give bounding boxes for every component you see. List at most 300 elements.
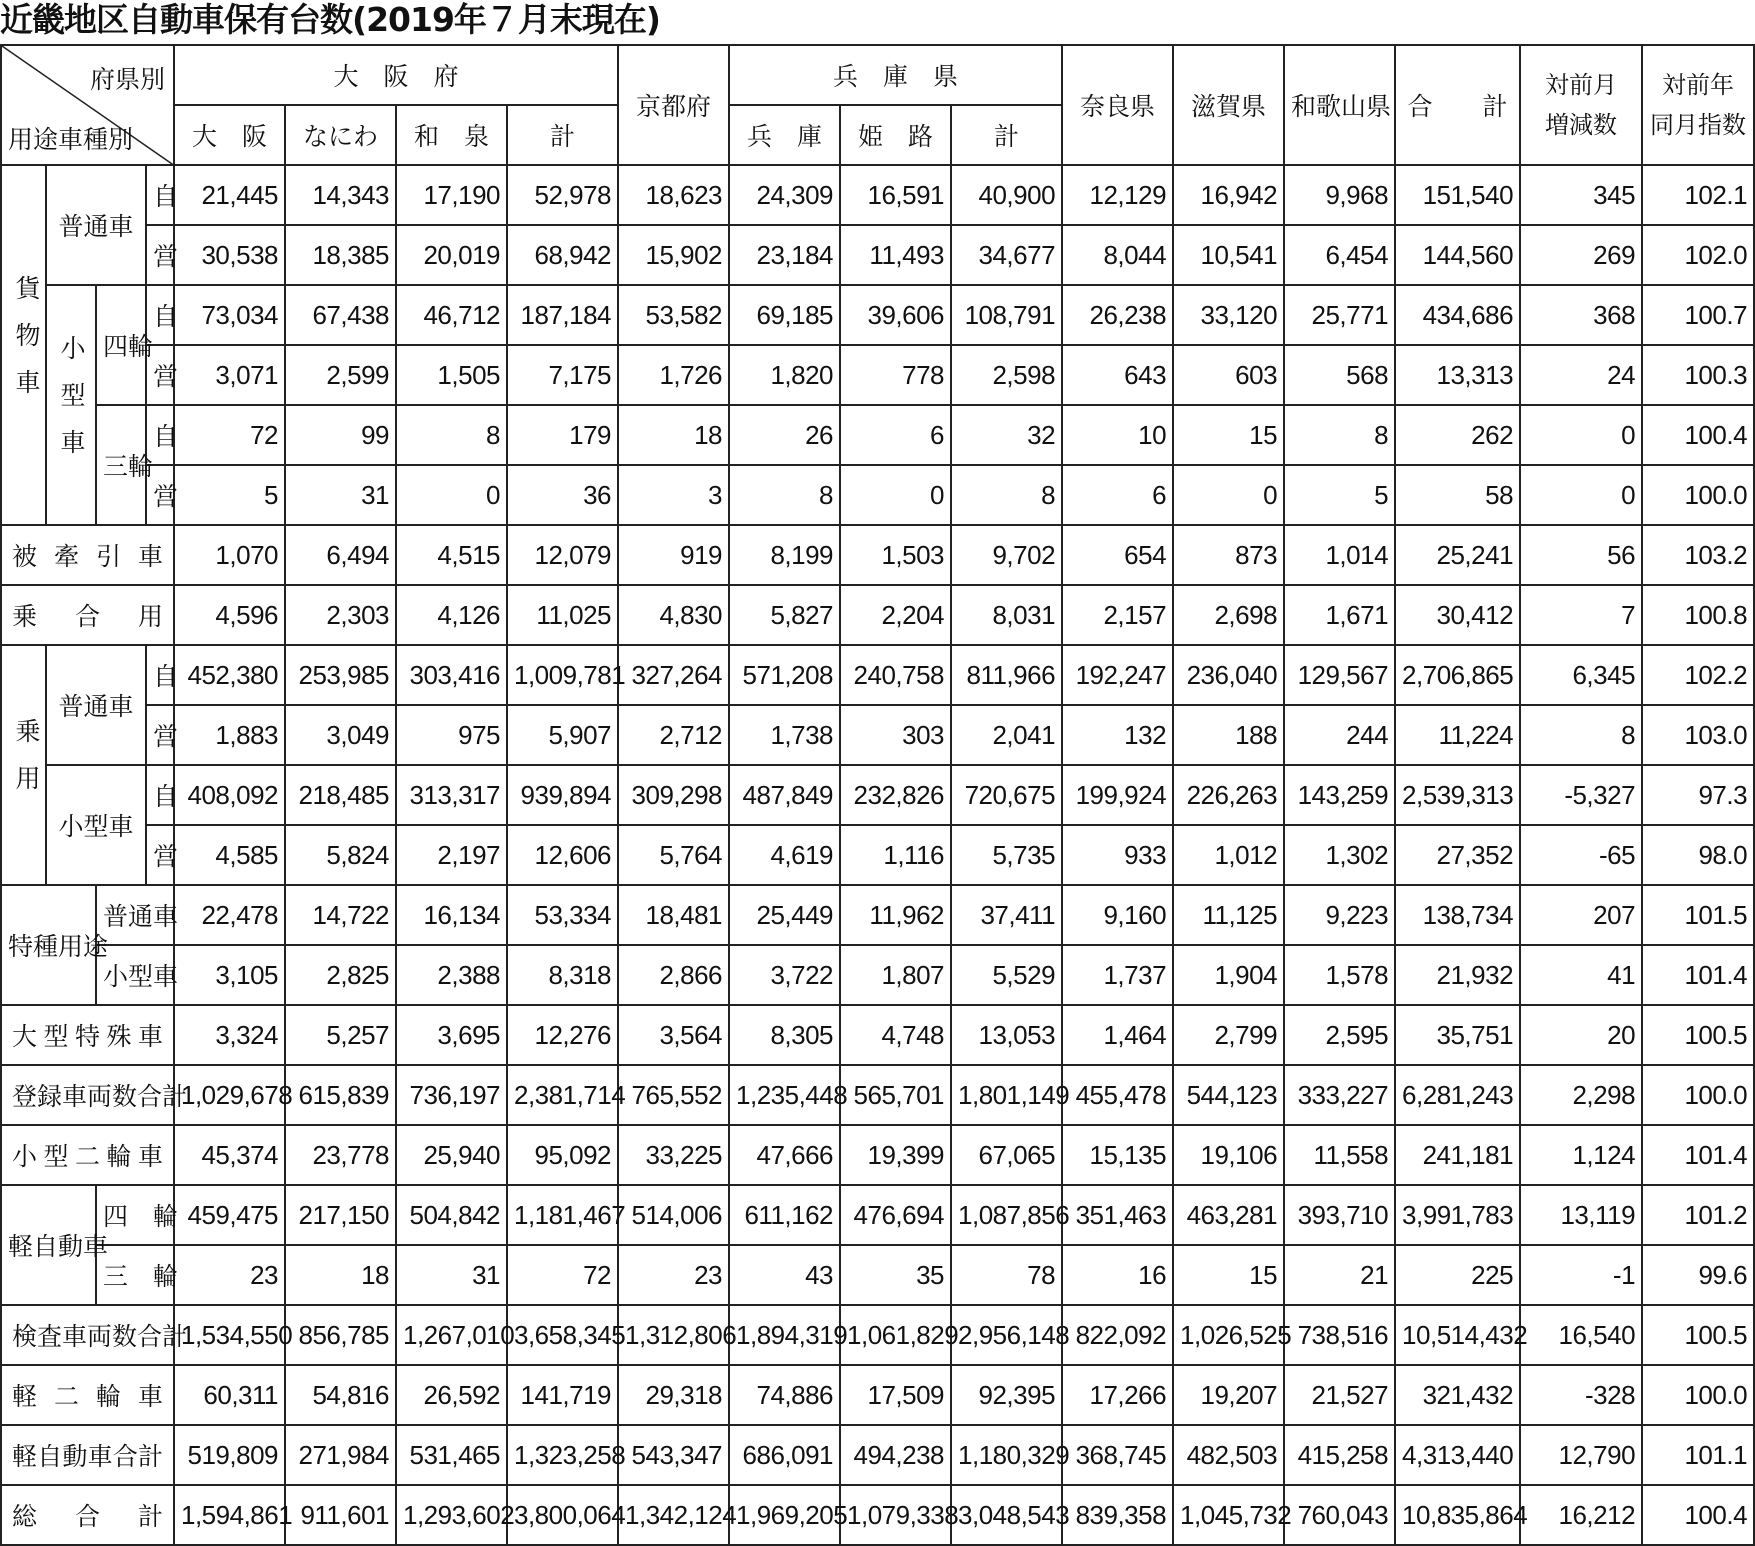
table-row [1,885,1754,945]
value-cell: 14,722 [285,885,396,945]
value-cell: 603 [1173,345,1284,405]
value-cell: 1,124 [1520,1125,1642,1185]
table-row [1,705,1754,765]
corner-bottom-label: 用途車種別 [8,125,134,154]
value-cell: 37,411 [951,885,1062,945]
value-cell: 615,839 [285,1065,396,1125]
value-cell: 4,830 [618,585,729,645]
value-cell: 7,175 [507,345,618,405]
special-futsu-label: 普通車 [96,885,174,945]
value-cell: 3,105 [174,945,285,1005]
ei-label: 営 [146,825,174,885]
value-cell: 101.4 [1642,945,1754,1005]
value-cell: 6 [840,405,951,465]
value-cell: 100.0 [1642,1365,1754,1425]
value-cell: 11,224 [1395,705,1520,765]
value-cell: 2,381,714 [507,1065,618,1125]
value-cell: 1,807 [840,945,951,1005]
value-cell: 3,071 [174,345,285,405]
table-row [1,525,1754,585]
value-cell: 1,045,732 [1173,1485,1284,1545]
value-cell: 543,347 [618,1425,729,1485]
value-cell: 207 [1520,885,1642,945]
value-cell: 33,225 [618,1125,729,1185]
value-cell: 31 [285,465,396,525]
value-cell: 11,493 [840,225,951,285]
value-cell: 54,816 [285,1365,396,1425]
value-cell: 1,061,829 [840,1305,951,1365]
value-cell: 1,235,448 [729,1065,840,1125]
freight-kogata-label-text: 小型車 [57,334,86,476]
value-cell: 30,538 [174,225,285,285]
value-cell: 187,184 [507,285,618,345]
value-cell: 32 [951,405,1062,465]
value-cell: 2,825 [285,945,396,1005]
value-cell: 3,324 [174,1005,285,1065]
value-cell: 21 [1284,1245,1395,1305]
shiga-header: 滋賀県 [1173,45,1284,165]
value-cell: 3,695 [396,1005,507,1065]
table-row [1,1125,1754,1185]
value-cell: 241,181 [1395,1125,1520,1185]
value-cell: 519,809 [174,1425,285,1485]
value-cell: 101.5 [1642,885,1754,945]
value-cell: 333,227 [1284,1065,1395,1125]
value-cell: 30,412 [1395,585,1520,645]
value-cell: 476,694 [840,1185,951,1245]
value-cell: 10,514,432 [1395,1305,1520,1365]
total-header: 合 計 [1395,45,1520,165]
value-cell: 873 [1173,525,1284,585]
value-cell: 4,313,440 [1395,1425,1520,1485]
value-cell: 1,737 [1062,945,1173,1005]
value-cell: 24 [1520,345,1642,405]
table-row [1,285,1754,345]
value-cell: 1,738 [729,705,840,765]
value-cell: 452,380 [174,645,285,705]
value-cell: 9,223 [1284,885,1395,945]
naniwa-sub-header: なにわ [285,105,396,165]
ei-label: 営 [146,705,174,765]
value-cell: 313,317 [396,765,507,825]
value-cell: 686,091 [729,1425,840,1485]
value-cell: 0 [840,465,951,525]
kogata-nirin-label: 小型二輪車 [1,1125,174,1185]
value-cell: 0 [1520,465,1642,525]
value-cell: 0 [1173,465,1284,525]
value-cell: 15,135 [1062,1125,1173,1185]
value-cell: 459,475 [174,1185,285,1245]
value-cell: 17,266 [1062,1365,1173,1425]
value-cell: 2,388 [396,945,507,1005]
osaka-group-header: 大 阪 府 [174,45,618,105]
value-cell: 487,849 [729,765,840,825]
value-cell: 1,578 [1284,945,1395,1005]
value-cell: 654 [1062,525,1173,585]
value-cell: 1,801,149 [951,1065,1062,1125]
value-cell: 67,065 [951,1125,1062,1185]
value-cell: 11,125 [1173,885,1284,945]
osaka-sub-header: 大 阪 [174,105,285,165]
value-cell: 17,509 [840,1365,951,1425]
value-cell: 568 [1284,345,1395,405]
value-cell: 39,606 [840,285,951,345]
value-cell: 102.1 [1642,165,1754,225]
value-cell: 60,311 [174,1365,285,1425]
value-cell: 6,494 [285,525,396,585]
value-cell: 611,162 [729,1185,840,1245]
value-cell: 3,049 [285,705,396,765]
value-cell: 455,478 [1062,1065,1173,1125]
value-cell: 434,686 [1395,285,1520,345]
value-cell: 1,820 [729,345,840,405]
value-cell: 100.0 [1642,1065,1754,1125]
value-cell: 226,263 [1173,765,1284,825]
value-cell: 12,790 [1520,1425,1642,1485]
passenger-label [1,645,46,885]
value-cell: 12,079 [507,525,618,585]
ji-label: 自 [146,645,174,705]
value-cell: 16,134 [396,885,507,945]
wakayama-header: 和歌山県 [1284,45,1395,165]
freight-label [1,165,46,525]
value-cell: 8,044 [1062,225,1173,285]
value-cell: 531,465 [396,1425,507,1485]
value-cell: 97.3 [1642,765,1754,825]
table-row [1,1245,1754,1305]
value-cell: 218,485 [285,765,396,825]
value-cell: 102.0 [1642,225,1754,285]
value-cell: 138,734 [1395,885,1520,945]
value-cell: 29,318 [618,1365,729,1425]
value-cell: 12,276 [507,1005,618,1065]
value-cell: 46,712 [396,285,507,345]
value-cell: 78 [951,1245,1062,1305]
value-cell: 5,827 [729,585,840,645]
corner-top-label: 府県別 [89,65,165,94]
table-row [1,1185,1754,1245]
value-cell: 1,969,205 [729,1485,840,1545]
value-cell: 25,940 [396,1125,507,1185]
hikenin-label: 被牽引車 [1,525,174,585]
value-cell: 179 [507,405,618,465]
value-cell: 11,962 [840,885,951,945]
ji-label: 自 [146,765,174,825]
kei-label: 軽自動車 [1,1185,96,1305]
value-cell: 100.4 [1642,405,1754,465]
value-cell: 31 [396,1245,507,1305]
value-cell: 101.1 [1642,1425,1754,1485]
nara-header: 奈良県 [1062,45,1173,165]
value-cell: 18 [618,405,729,465]
value-cell: -1 [1520,1245,1642,1305]
himeji-sub-header: 姫 路 [840,105,951,165]
value-cell: 24,309 [729,165,840,225]
value-cell: 1,181,467 [507,1185,618,1245]
value-cell: 1,594,861 [174,1485,285,1545]
table-row [1,585,1754,645]
value-cell: 35,751 [1395,1005,1520,1065]
value-cell: 101.2 [1642,1185,1754,1245]
value-cell: 13,119 [1520,1185,1642,1245]
value-cell: 3,800,064 [507,1485,618,1545]
freight-label-text: 貨物車 [12,274,41,416]
value-cell: 1,079,338 [840,1485,951,1545]
value-cell: 8 [1284,405,1395,465]
table-row [1,1425,1754,1485]
value-cell: 25,771 [1284,285,1395,345]
value-cell: 20,019 [396,225,507,285]
value-cell: 10 [1062,405,1173,465]
value-cell: 1,009,781 [507,645,618,705]
value-cell: 232,826 [840,765,951,825]
kei-yonrin-label: 四 輪 [96,1185,174,1245]
value-cell: 53,582 [618,285,729,345]
value-cell: 99.6 [1642,1245,1754,1305]
value-cell: 1,029,678 [174,1065,285,1125]
value-cell: 25,241 [1395,525,1520,585]
table-row [1,1305,1754,1365]
value-cell: 1,014 [1284,525,1395,585]
value-cell: 1,894,319 [729,1305,840,1365]
value-cell: 19,399 [840,1125,951,1185]
value-cell: 1,464 [1062,1005,1173,1065]
value-cell: 1,293,602 [396,1485,507,1545]
sanrin-label: 三輪 [96,405,146,525]
mom-line1: 対前月 [1545,71,1618,99]
value-cell: 3,658,345 [507,1305,618,1365]
hyogo-total-sub-header: 計 [951,105,1062,165]
value-cell: 188 [1173,705,1284,765]
value-cell: 2,539,313 [1395,765,1520,825]
value-cell: 21,527 [1284,1365,1395,1425]
value-cell: 1,070 [174,525,285,585]
value-cell: 22,478 [174,885,285,945]
value-cell: 17,190 [396,165,507,225]
value-cell: 839,358 [1062,1485,1173,1545]
value-cell: 514,006 [618,1185,729,1245]
value-cell: 18,623 [618,165,729,225]
value-cell: 778 [840,345,951,405]
value-cell: 143,259 [1284,765,1395,825]
passenger-kogata-label: 小型車 [46,765,146,885]
value-cell: 8,199 [729,525,840,585]
value-cell: 99 [285,405,396,465]
value-cell: 811,966 [951,645,1062,705]
value-cell: 408,092 [174,765,285,825]
value-cell: 368 [1520,285,1642,345]
value-cell: 368,745 [1062,1425,1173,1485]
value-cell: 2,157 [1062,585,1173,645]
value-cell: 43 [729,1245,840,1305]
value-cell: 10,835,864 [1395,1485,1520,1545]
value-cell: 225 [1395,1245,1520,1305]
value-cell: 327,264 [618,645,729,705]
value-cell: 236,040 [1173,645,1284,705]
value-cell: 393,710 [1284,1185,1395,1245]
value-cell: 565,701 [840,1065,951,1125]
value-cell: 240,758 [840,645,951,705]
value-cell: 5 [174,465,285,525]
value-cell: 1,087,856 [951,1185,1062,1245]
value-cell: 102.2 [1642,645,1754,705]
value-cell: 101.4 [1642,1125,1754,1185]
value-cell: 18,385 [285,225,396,285]
value-cell: 100.4 [1642,1485,1754,1545]
value-cell: 271,984 [285,1425,396,1485]
passenger-futsu-label: 普通車 [46,645,146,765]
value-cell: 544,123 [1173,1065,1284,1125]
kei-sanrin-label: 三 輪 [96,1245,174,1305]
value-cell: 8,305 [729,1005,840,1065]
value-cell: 4,619 [729,825,840,885]
value-cell: 5,824 [285,825,396,885]
value-cell: 3,048,543 [951,1485,1062,1545]
value-cell: 5 [1284,465,1395,525]
value-cell: 73,034 [174,285,285,345]
value-cell: 27,352 [1395,825,1520,885]
value-cell: 58 [1395,465,1520,525]
value-cell: 494,238 [840,1425,951,1485]
value-cell: -5,327 [1520,765,1642,825]
value-cell: 12,606 [507,825,618,885]
value-cell: 18 [285,1245,396,1305]
value-cell: 144,560 [1395,225,1520,285]
table-row [1,765,1754,825]
value-cell: 1,534,550 [174,1305,285,1365]
value-cell: 15,902 [618,225,729,285]
value-cell: 262 [1395,405,1520,465]
value-cell: 6,454 [1284,225,1395,285]
value-cell: 8 [396,405,507,465]
value-cell: 9,702 [951,525,1062,585]
value-cell: 1,671 [1284,585,1395,645]
value-cell: 269 [1520,225,1642,285]
value-cell: 2,598 [951,345,1062,405]
table-row [1,825,1754,885]
value-cell: 7 [1520,585,1642,645]
value-cell: 47,666 [729,1125,840,1185]
value-cell: 23 [618,1245,729,1305]
value-cell: 6,281,243 [1395,1065,1520,1125]
value-cell: 14,343 [285,165,396,225]
value-cell: 100.8 [1642,585,1754,645]
value-cell: 199,924 [1062,765,1173,825]
value-cell: 13,313 [1395,345,1520,405]
table-row [1,645,1754,705]
value-cell: 23,184 [729,225,840,285]
value-cell: 8,318 [507,945,618,1005]
value-cell: 4,585 [174,825,285,885]
value-cell: 67,438 [285,285,396,345]
value-cell: 309,298 [618,765,729,825]
hyogo-group-header: 兵 庫 県 [729,45,1062,105]
value-cell: 45,374 [174,1125,285,1185]
yoy-header [1642,45,1754,165]
freight-futsu-label: 普通車 [46,165,146,285]
yonrin-label: 四輪 [96,285,146,405]
value-cell: 8 [1520,705,1642,765]
value-cell: 4,515 [396,525,507,585]
value-cell: 2,204 [840,585,951,645]
value-cell: 100.7 [1642,285,1754,345]
value-cell: 8 [951,465,1062,525]
value-cell: 35 [840,1245,951,1305]
value-cell: 0 [396,465,507,525]
value-cell: 822,092 [1062,1305,1173,1365]
value-cell: 303,416 [396,645,507,705]
freight-kogata-label [46,285,96,525]
value-cell: 2,197 [396,825,507,885]
noriai-label: 乗合用 [1,585,174,645]
value-cell: 72 [174,405,285,465]
value-cell: 2,303 [285,585,396,645]
value-cell: 911,601 [285,1485,396,1545]
value-cell: 6 [1062,465,1173,525]
value-cell: 321,432 [1395,1365,1520,1425]
value-cell: 100.5 [1642,1005,1754,1065]
value-cell: 4,596 [174,585,285,645]
value-cell: 1,323,258 [507,1425,618,1485]
value-cell: 5,735 [951,825,1062,885]
value-cell: 92,395 [951,1365,1062,1425]
value-cell: 95,092 [507,1125,618,1185]
table-row [1,1365,1754,1425]
value-cell: 36 [507,465,618,525]
value-cell: 103.2 [1642,525,1754,585]
value-cell: 33,120 [1173,285,1284,345]
value-cell: 3,991,783 [1395,1185,1520,1245]
value-cell: 571,208 [729,645,840,705]
value-cell: 738,516 [1284,1305,1395,1365]
table-row [1,1005,1754,1065]
value-cell: 100.0 [1642,465,1754,525]
mom-line2: 増減数 [1545,111,1618,139]
value-cell: 69,185 [729,285,840,345]
value-cell: 4,748 [840,1005,951,1065]
value-cell: 1,904 [1173,945,1284,1005]
izumi-sub-header: 和 泉 [396,105,507,165]
value-cell: 1,505 [396,345,507,405]
vehicle-ownership-table [0,44,1755,1546]
value-cell: 18,481 [618,885,729,945]
value-cell: -328 [1520,1365,1642,1425]
page-title: 近畿地区自動車保有台数(2019年７月末現在) [0,0,661,39]
special-kogata-label: 小型車 [96,945,174,1005]
value-cell: 765,552 [618,1065,729,1125]
value-cell: -65 [1520,825,1642,885]
value-cell: 26,238 [1062,285,1173,345]
table-row [1,165,1754,225]
value-cell: 463,281 [1173,1185,1284,1245]
value-cell: 933 [1062,825,1173,885]
value-cell: 2,698 [1173,585,1284,645]
value-cell: 3 [618,465,729,525]
table-row [1,225,1754,285]
value-cell: 108,791 [951,285,1062,345]
value-cell: 1,342,124 [618,1485,729,1545]
value-cell: 74,886 [729,1365,840,1425]
value-cell: 4,126 [396,585,507,645]
value-cell: 345 [1520,165,1642,225]
value-cell: 2,956,148 [951,1305,1062,1365]
ogata-tokushu-label: 大型特殊車 [1,1005,174,1065]
value-cell: 15 [1173,1245,1284,1305]
passenger-label-text: 乗用 [12,718,41,812]
value-cell: 6,345 [1520,645,1642,705]
value-cell: 10,541 [1173,225,1284,285]
value-cell: 415,258 [1284,1425,1395,1485]
